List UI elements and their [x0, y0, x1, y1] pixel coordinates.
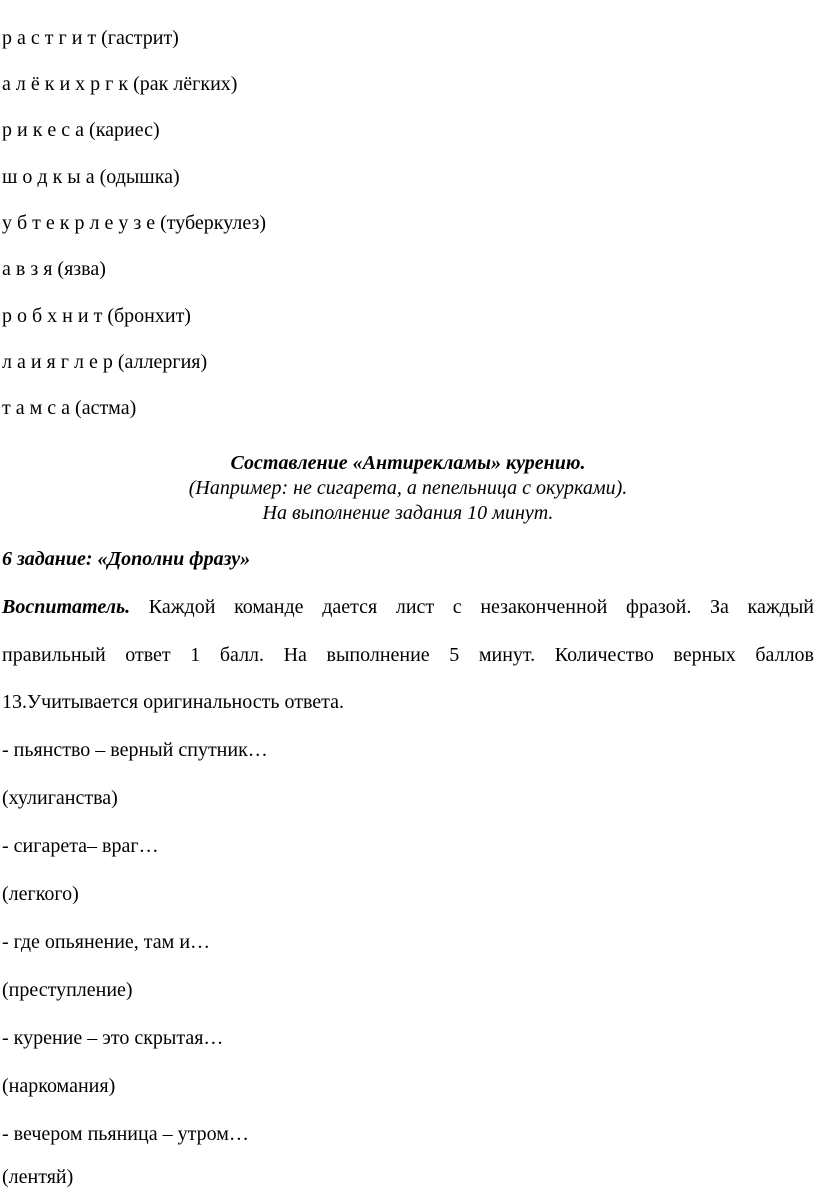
- anagram-line: л а и я г л е р (аллергия): [2, 351, 208, 373]
- anagram-line: р и к е с а (кариес): [2, 119, 160, 141]
- phrase-prompt: - сигарета– враг…: [2, 835, 159, 857]
- anagram-line: р о б х н и т (бронхит): [2, 305, 191, 327]
- task-description-line-1: [2, 595, 814, 619]
- phrase-answer: (хулиганства): [2, 787, 118, 809]
- phrase-answer: (легкого): [2, 883, 79, 905]
- phrase-prompt: - пьянство – верный спутник…: [2, 739, 268, 761]
- speaker-label: Воспитатель.: [2, 596, 131, 618]
- phrase-answer: (лентяй): [2, 1166, 74, 1188]
- antiad-example: (Например: не сигарета, а пепельница с окурками).: [188, 477, 628, 499]
- task-heading: 6 задание: «Дополни фразу»: [2, 548, 251, 570]
- anagram-line: ш о д к ы а (одышка): [2, 166, 180, 188]
- task-description-line-3: 13.Учитывается оригинальность ответа.: [2, 691, 345, 713]
- task-description-line-2: правильный ответ 1 балл. На выполнение 5 минут. Количество верных баллов: [2, 644, 814, 666]
- anagram-line: т а м с а (астма): [2, 397, 137, 419]
- antiad-title: Составление «Антирекламы» курению.: [230, 452, 586, 474]
- anagram-line: а л ё к и х р г к (рак лёгких): [2, 73, 238, 95]
- phrase-answer: (наркомания): [2, 1075, 116, 1097]
- anagram-line: р а с т г и т (гастрит): [2, 27, 179, 49]
- anagram-line: а в з я (язва): [2, 258, 106, 280]
- phrase-prompt: - курение – это скрытая…: [2, 1027, 224, 1049]
- phrase-prompt: - вечером пьяница – утром…: [2, 1123, 249, 1145]
- phrase-answer: (преступление): [2, 979, 133, 1001]
- antiad-time: На выполнение задания 10 минут.: [262, 502, 554, 524]
- phrase-prompt: - где опьянение, там и…: [2, 931, 211, 953]
- anagram-line: у б т е к р л е у з е (туберкулез): [2, 212, 267, 234]
- task-description-text: Каждой команде дается лист с незаконченной фразой. За каждый: [148, 596, 814, 618]
